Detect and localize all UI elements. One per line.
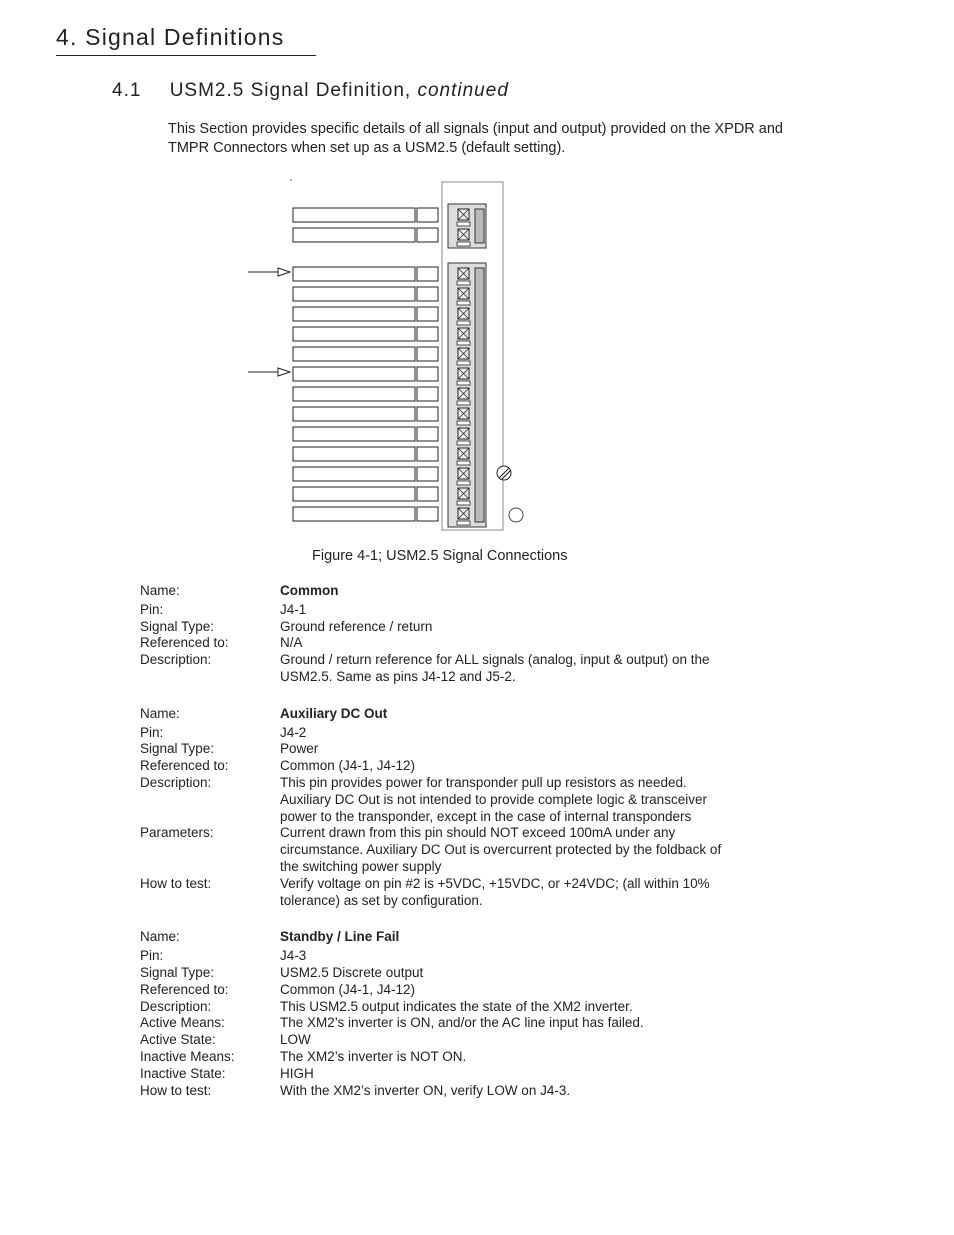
title-underline xyxy=(56,55,316,56)
field-value: Ground reference / return xyxy=(280,618,433,634)
field-row xyxy=(140,1015,740,1032)
top-connector-label-field xyxy=(293,208,415,222)
field-label: Signal Type: xyxy=(140,741,215,757)
signal-name: Auxiliary DC Out xyxy=(280,705,388,721)
signal-block-common xyxy=(140,583,740,686)
field-row xyxy=(140,1083,740,1100)
field-value: LOW xyxy=(280,1032,311,1048)
field-row xyxy=(140,825,740,875)
signal-name: Common xyxy=(280,583,339,598)
main-connector-wire-clamp xyxy=(457,441,470,445)
field-row xyxy=(140,1049,740,1066)
signal-block-standby-line-fail xyxy=(140,929,740,1099)
field-label: Pin: xyxy=(140,601,164,617)
field-row xyxy=(140,652,740,686)
field-row xyxy=(140,775,740,825)
field-value: J4-2 xyxy=(280,724,307,740)
field-row xyxy=(140,1066,740,1083)
main-connector-pin-number-box xyxy=(417,387,438,401)
field-value: USM2.5 Discrete output xyxy=(280,964,424,980)
field-label: Referenced to: xyxy=(140,635,229,651)
main-connector-pin-number-box xyxy=(417,487,438,501)
top-connector-locking-bar xyxy=(475,209,484,243)
main-connector-wire-clamp xyxy=(457,501,470,505)
field-label: Signal Type: xyxy=(140,618,215,634)
field-label: Pin: xyxy=(140,724,164,740)
main-connector-pin-number-box xyxy=(417,347,438,361)
field-row xyxy=(140,758,740,775)
connector-diagram xyxy=(230,170,540,540)
field-value: Common (J4-1, J4-12) xyxy=(280,758,416,774)
main-connector-pin-number-box xyxy=(417,287,438,301)
field-label: Referenced to: xyxy=(140,981,229,997)
main-connector-label-field xyxy=(293,447,415,461)
top-connector-wire-clamp xyxy=(457,242,470,246)
main-connector-label-field xyxy=(293,267,415,281)
field-value: Current drawn from this pin should NOT exceed 100mA under any circumstance. Auxiliary DC Out is overcurrent protected by the foldback of the switching power supply xyxy=(280,825,722,874)
field-row xyxy=(140,635,740,652)
field-label: Description: xyxy=(140,652,212,668)
page-title: 4. Signal Definitions xyxy=(56,24,285,50)
field-label: Name: xyxy=(140,583,180,598)
main-connector-pin-number-box xyxy=(417,507,438,521)
field-value: Verify voltage on pin #2 is +5VDC, +15VDC, or +24VDC; (all within 10% tolerance) as set by configuration. xyxy=(280,875,710,908)
main-connector-pin-number-box xyxy=(417,367,438,381)
signal-name: Standby / Line Fail xyxy=(280,929,400,945)
main-connector-label-field xyxy=(293,307,415,321)
main-connector-wire-clamp xyxy=(457,381,470,385)
section-suffix: continued xyxy=(417,80,509,101)
signal-block-auxiliary-dc-out xyxy=(140,706,740,910)
figure-caption: Figure 4-1; USM2.5 Signal Connections xyxy=(312,548,568,564)
main-connector-label-field xyxy=(293,287,415,301)
field-value: HIGH xyxy=(280,1065,314,1081)
top-connector-label-field xyxy=(293,228,415,242)
signal-definitions xyxy=(140,583,740,1119)
main-connector-pin-number-box xyxy=(417,307,438,321)
top-connector-pin-number-box xyxy=(417,228,438,242)
indicator-hole-icon xyxy=(509,508,523,522)
main-connector-wire-clamp xyxy=(457,421,470,425)
intro-paragraph: This Section provides specific details of all signals (input and output) provided on the XPDR and TMPR Connectors when set up as a USM2.5 (default setting). xyxy=(168,121,783,156)
main-connector-label-field xyxy=(293,407,415,421)
field-label: Active Means: xyxy=(140,1015,225,1031)
main-connector-wire-clamp xyxy=(457,401,470,405)
section-title xyxy=(112,80,509,102)
field-value: The XM2’s inverter is NOT ON. xyxy=(280,1048,467,1064)
field-label: Parameters: xyxy=(140,825,214,841)
field-value: J4-1 xyxy=(280,601,307,617)
field-value: N/A xyxy=(280,635,303,651)
main-connector-label-field xyxy=(293,467,415,481)
main-connector-label-field xyxy=(293,327,415,341)
field-value: This USM2.5 output indicates the state of the XM2 inverter. xyxy=(280,998,633,1014)
signal-name-row xyxy=(140,706,740,723)
field-row xyxy=(140,741,740,758)
field-row xyxy=(140,725,740,742)
stray-dot xyxy=(290,179,291,180)
arrow-marker-head xyxy=(278,268,290,276)
main-connector-wire-clamp xyxy=(457,341,470,345)
main-connector-wire-clamp xyxy=(457,361,470,365)
field-label: Referenced to: xyxy=(140,758,229,774)
main-connector-pin-number-box xyxy=(417,407,438,421)
main-connector-locking-bar xyxy=(475,268,484,522)
section-number: 4.1 xyxy=(112,80,142,101)
main-connector-label-field xyxy=(293,427,415,441)
field-row xyxy=(140,982,740,999)
main-connector-pin-number-box xyxy=(417,467,438,481)
field-row xyxy=(140,965,740,982)
field-label: Description: xyxy=(140,774,212,790)
main-connector-wire-clamp xyxy=(457,321,470,325)
signal-name-row xyxy=(140,583,740,600)
main-connector-pin-number-box xyxy=(417,427,438,441)
main-connector-wire-clamp xyxy=(457,521,470,525)
field-value: J4-3 xyxy=(280,948,307,964)
field-row xyxy=(140,619,740,636)
main-connector-wire-clamp xyxy=(457,301,470,305)
main-connector-wire-clamp xyxy=(457,281,470,285)
field-label: Signal Type: xyxy=(140,964,215,980)
field-value: This pin provides power for transponder pull up resistors as needed. Auxiliary DC Out is not intended to provide complete logic & transceiver power to the transponder, except in the case of internal transponders xyxy=(280,774,707,824)
main-connector-label-field xyxy=(293,387,415,401)
main-connector-label-field xyxy=(293,487,415,501)
field-row xyxy=(140,876,740,910)
field-label: Description: xyxy=(140,998,212,1014)
field-label: Inactive Means: xyxy=(140,1048,235,1064)
field-row xyxy=(140,999,740,1016)
field-row xyxy=(140,948,740,965)
field-label: Name: xyxy=(140,929,180,945)
field-value: Power xyxy=(280,741,319,757)
main-connector-label-field xyxy=(293,347,415,361)
field-label: Inactive State: xyxy=(140,1065,226,1081)
arrow-marker-head xyxy=(278,368,290,376)
field-label: Pin: xyxy=(140,948,164,964)
main-connector-pin-number-box xyxy=(417,447,438,461)
section-name: USM2.5 Signal Definition, xyxy=(169,80,412,101)
field-value: The XM2’s inverter is ON, and/or the AC line input has failed. xyxy=(280,1015,644,1031)
field-value: With the XM2’s inverter ON, verify LOW on J4-3. xyxy=(280,1082,571,1098)
field-row xyxy=(140,602,740,619)
field-row xyxy=(140,1032,740,1049)
main-connector-pin-number-box xyxy=(417,267,438,281)
signal-name-row xyxy=(140,929,740,946)
field-label: How to test: xyxy=(140,875,212,891)
main-connector-wire-clamp xyxy=(457,461,470,465)
field-label: Name: xyxy=(140,705,180,721)
field-label: Active State: xyxy=(140,1032,216,1048)
field-value: Ground / return reference for ALL signals (analog, input & output) on the USM2.5. Same as pins J4-12 and J5-2. xyxy=(280,652,710,684)
field-value: Common (J4-1, J4-12) xyxy=(280,981,416,997)
top-connector-pin-number-box xyxy=(417,208,438,222)
main-connector-label-field xyxy=(293,507,415,521)
field-label: How to test: xyxy=(140,1082,212,1098)
main-connector-label-field xyxy=(293,367,415,381)
main-connector-wire-clamp xyxy=(457,481,470,485)
top-connector-wire-clamp xyxy=(457,222,470,226)
main-connector-pin-number-box xyxy=(417,327,438,341)
